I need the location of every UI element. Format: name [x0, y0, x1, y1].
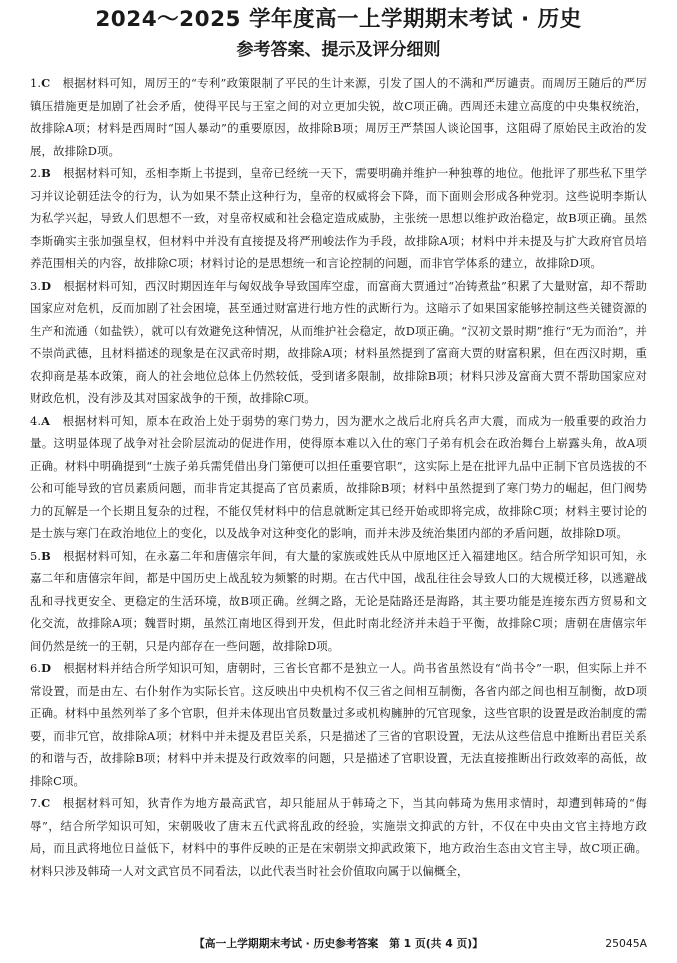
page-footer: [30, 934, 647, 954]
answer-explanation: 根据材料可知，狄青作为地方最高武官，却只能屈从于韩琦之下，当其向韩琦为焦用求情时，却遭到韩琦的“侮辱”，结合所学知识可知，宋朝吸收了唐末五代武将乱政的经验，实施崇文抑武的方针，不仅在中央由文官主持地方政局，而且武将地位日益低下，材料中的事件反映的正是在宋朝崇文抑武政策下，地方政治生态由文官主导，故C项正确。材料只涉及韩琦一人对文武官员不同看法，以此代表当时社会价值取向属于以偏概全，: [30, 796, 647, 878]
question-number: 6.: [30, 661, 42, 675]
answer-explanation: 根据材料并结合所学知识可知，唐朝时，三省长官都不是独立一人。尚书省虽然设有“尚书令”一职，但实际上并不常设置，而是由左、右仆射作为实际长官。这反映出中央机构不仅三省之间相互制衡，各省内部之间也相互制衡，故D项正确。材料中虽然列举了多个官职，但并未体现出官员数量过多或机构臃肿的冗官现象，这些官职的设置是政治制度的需要，而非冗官，故排除A项；材料中并未提及君臣关系，只是描述了三省的官职设置，无法从这些信息中推断出君臣关系的和谐与否，故排除B项；材料中并未提及行政效率的问题，只是描述了官职设置，无法直接推断出行政效率的高低，故排除C项。: [30, 661, 647, 788]
answer-item: [30, 162, 647, 275]
answer-item: [30, 410, 647, 545]
question-number: 2.: [30, 166, 42, 180]
answer-explanation: 根据材料可知，周厉王的“专利”政策限制了平民的生计来源，引发了国人的不满和严厉谴责。而周厉王随后的严厉镇压措施更是加剧了社会矛盾，使得平民与王室之间的对立更加尖锐，故C项正确。西周还未建立高度的中央集权统治，故排除A项；材料是西周时“国人暴动”的重要原因，故排除B项；周厉王严禁国人谈论国事，这阻碍了原始民主政治的发展，故排除D项。: [30, 76, 647, 158]
answer-option: A: [41, 413, 51, 428]
answer-option: D: [41, 278, 52, 293]
question-number: 3.: [30, 278, 42, 293]
answer-item: [30, 792, 647, 882]
answer-explanation: 根据材料可知，西汉时期因连年与匈奴战争导致国库空虚，而富商大贾通过“冶铸煮盐”积累了大量财富，却不帮助国家应对危机，反而加剧了社会困境，甚至通过财富进行地方性的武断行为。这暗示了如果国家能够控制这些关键资源的生产和流通（如盐铁），就可以有效避免这种情况，从而维护社会稳定，故D项正确。“汉初文景时期”推行“无为而治”，并不崇尚武德，且材料描述的现象是在汉武帝时期，故排除A项；材料虽然提到了富商大贾的财富积累，但在西汉时期，重农抑商是基本政策，商人的社会地位总体上仍然较低，受到诸多限制，故排除B项；材料只涉及富商大贾不帮助国家应对财政危机，没有涉及其对国家战争的干预，故排除C项。: [30, 278, 647, 405]
answer-option: B: [41, 166, 51, 180]
answer-option: B: [41, 548, 51, 563]
question-number: 1.: [30, 76, 42, 90]
answer-option: D: [41, 661, 52, 675]
footer-paper-code: 25045A: [605, 937, 647, 950]
answer-option: C: [41, 796, 51, 810]
footer-page-info: 【高一上学期期末考试 · 历史参考答案 第 1 页(共 4 页)】: [193, 937, 484, 950]
answer-explanation: 根据材料可知，丞相李斯上书提到，皇帝已经统一天下，需要明确并维护一种独尊的地位。他批评了那些私下里学习并议论朝廷法令的行为，认为如果不禁止这种行为，皇帝的权威将会下降，而下面则会形成各种党羽。这些说明李斯认为私学兴起，导致人们思想不一致，对皇帝权威和社会稳定造成威胁，主张统一思想以维护政治稳定，故B项正确。虽然李斯确实主张加强皇权，但材料中并没有直接提及将严刑峻法作为手段，故排除A项；材料中并未提及与扩大政府官员培养范围相关的内容，故排除C项；材料讨论的是思想统一和言论控制的问题，而非官学体系的建立，故排除D项。: [30, 166, 647, 270]
question-number: 4.: [30, 413, 42, 428]
answer-item: [30, 275, 647, 410]
page-subtitle: 参考答案、提示及评分细则: [236, 40, 441, 60]
question-number: 5.: [30, 548, 42, 563]
answer-item: [30, 657, 647, 792]
answer-item: [30, 72, 647, 162]
answer-list: [30, 72, 647, 882]
answer-explanation: 根据材料可知，原本在政治上处于弱势的寒门势力，因为淝水之战后北府兵名声大震，而成为一般重要的政治力量。这明显体现了战争对社会阶层流动的促进作用，使得原本难以入仕的寒门子弟有机会在政治舞台上崭露头角，故A项正确。材料中明确提到“士族子弟兵需凭借出身门第便可以担任重要官职”，这实际上是在批评九品中正制下官员选拔的不公和可能导致的官员素质问题，而非肯定其提高了官员素质，故排除B项；材料中虽然提到了寒门势力的崛起，但门阀势力的瓦解是一个长期且复杂的过程，不能仅凭材料中的信息就断定其已经开始或即将完成，故排除C项；材料主要讨论的是士族与寒门在政治地位上的变化，以及战争对这种变化的影响，而并未涉及统治集团内部的矛盾问题，故排除D项。: [30, 413, 647, 540]
answer-explanation: 根据材料可知，在永嘉二年和唐僖宗年间，有大量的家族或姓氏从中原地区迁入福建地区。结合所学知识可知，永嘉二年和唐僖宗年间，都是中国历史上战乱较为频繁的时期。在古代中国，战乱往往会导致人口的大规模迁移，以逃避战乱和寻找更安全、更稳定的生活环境，故B项正确。丝绸之路，无论是陆路还是海路，其主要功能是连接东西方贸易和文化交流，故排除A项；魏晋时期，虽然江南地区得到开发，但此时南北经济并未趋于平衡，故排除C项；唐朝在唐僖宗年间仍然是统一的王朝，只是内部存在一些问题，故排除D项。: [30, 548, 647, 653]
answer-option: C: [41, 76, 51, 90]
answer-item: [30, 545, 647, 658]
question-number: 7.: [30, 796, 42, 810]
page-title: 2024～2025 学年度高一上学期期末考试 · 历史: [95, 7, 582, 32]
